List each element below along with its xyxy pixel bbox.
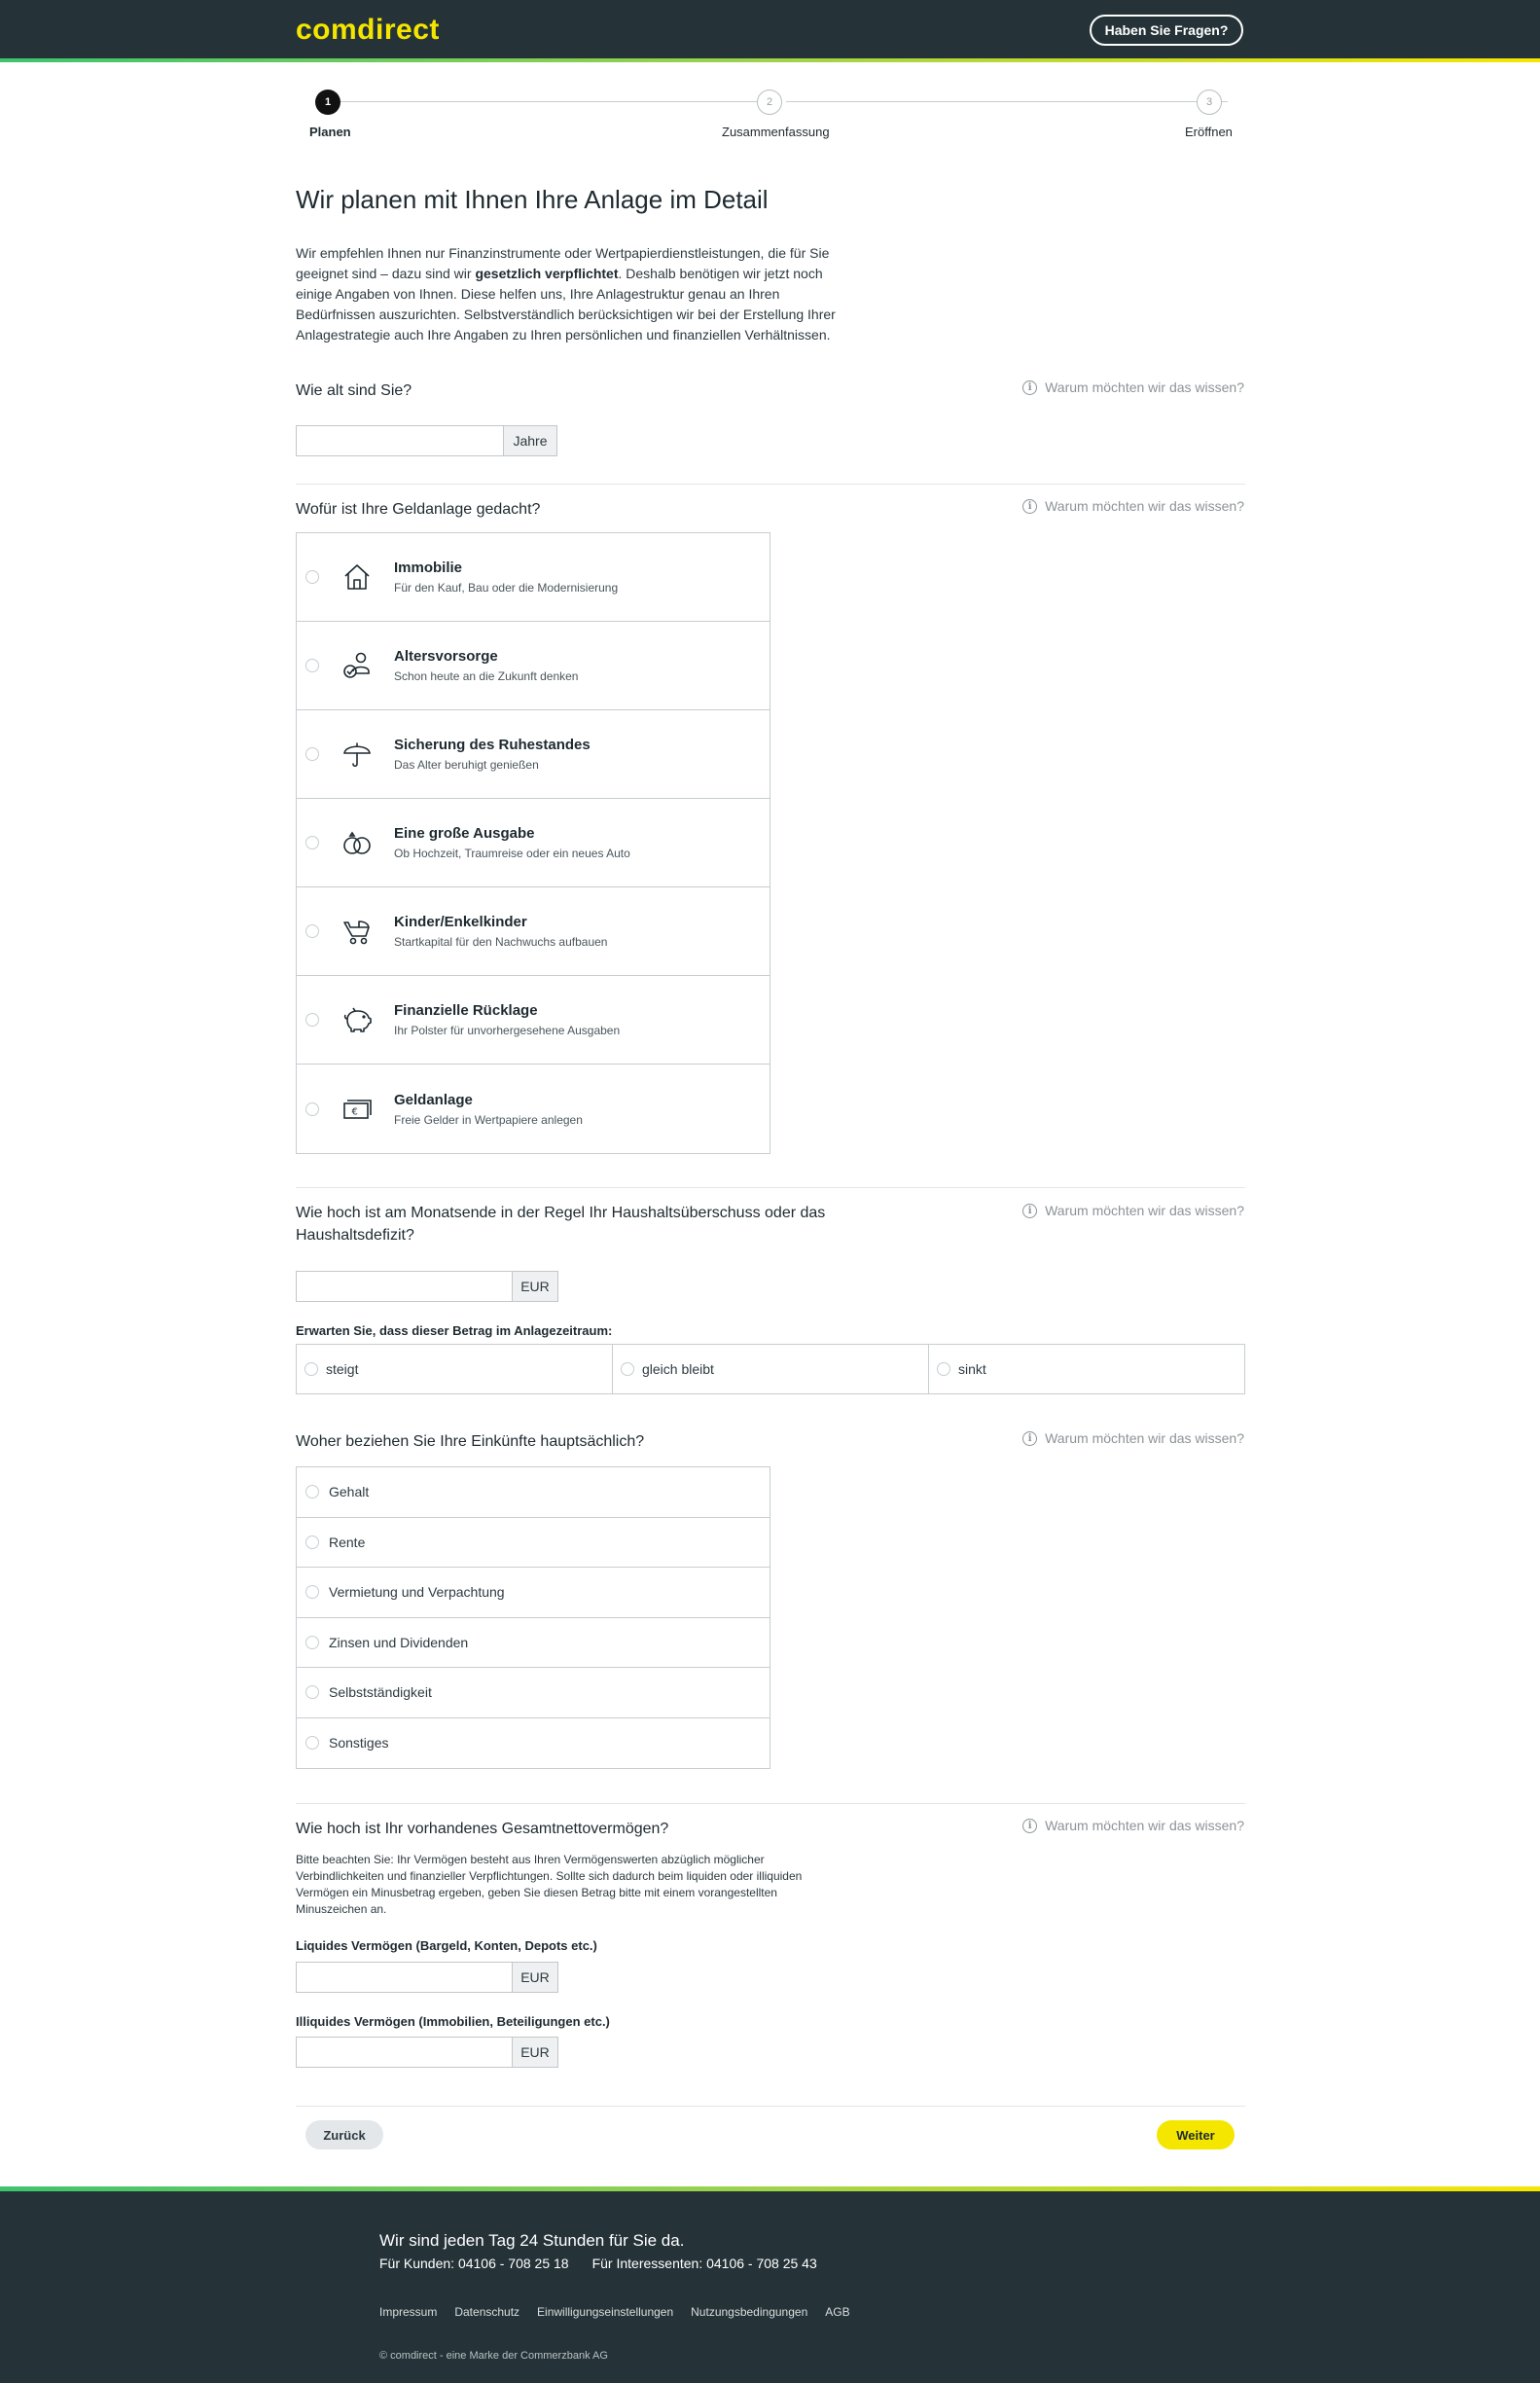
income-option-rente[interactable]	[297, 1518, 770, 1569]
why-link-surplus[interactable]	[1022, 1203, 1244, 1218]
radio-button[interactable]	[305, 1585, 319, 1599]
illiquid-assets-label: Illiquides Vermögen (Immobilien, Beteiligungen etc.)	[296, 2014, 610, 2029]
income-option-label: Zinsen und Dividenden	[329, 1634, 469, 1650]
liquid-assets-input[interactable]	[296, 1962, 512, 1993]
surplus-unit: EUR	[512, 1271, 558, 1302]
step-2-label: Zusammenfassung	[722, 125, 830, 139]
info-icon: i	[1022, 380, 1037, 395]
rings-icon	[340, 826, 374, 859]
purpose-option-ruecklage[interactable]	[297, 976, 770, 1065]
radio-button[interactable]	[621, 1362, 634, 1376]
income-option-vermietung[interactable]	[297, 1568, 770, 1618]
age-unit: Jahre	[503, 425, 557, 456]
liquid-assets-unit: EUR	[512, 1962, 558, 1993]
income-option-label: Rente	[329, 1534, 366, 1550]
stroller-icon	[340, 915, 374, 948]
radio-button[interactable]	[305, 1535, 319, 1549]
footer-stripe	[0, 2186, 1540, 2191]
divider	[296, 484, 1245, 485]
progress-stepper	[296, 88, 1245, 146]
footer-customer-phone[interactable]: Für Kunden: 04106 - 708 25 18	[379, 2256, 569, 2271]
purpose-option-immobilie[interactable]	[297, 533, 770, 622]
option-title: Kinder/Enkelkinder	[394, 914, 527, 930]
income-question: Woher beziehen Sie Ihre Einkünfte hauptsächlich?	[296, 1433, 645, 1450]
footer-phones	[379, 2256, 817, 2271]
radio-button[interactable]	[305, 570, 319, 584]
why-link-assets[interactable]	[1022, 1818, 1244, 1833]
why-link-label: Warum möchten wir das wissen?	[1045, 1818, 1244, 1833]
radio-button[interactable]	[305, 747, 319, 761]
age-input[interactable]	[296, 425, 503, 456]
radio-button[interactable]	[304, 1362, 318, 1376]
footer-prospect-phone[interactable]: Für Interessenten: 04106 - 708 25 43	[591, 2256, 817, 2271]
age-question: Wie alt sind Sie?	[296, 382, 412, 399]
option-subtitle: Startkapital für den Nachwuchs aufbauen	[394, 935, 608, 949]
radio-button[interactable]	[305, 924, 319, 938]
page-title: Wir planen mit Ihnen Ihre Anlage im Detail	[296, 185, 769, 214]
radio-button[interactable]	[305, 659, 319, 672]
why-link-age[interactable]	[1022, 379, 1244, 395]
top-header	[0, 0, 1540, 62]
trend-option-steigt[interactable]	[297, 1345, 613, 1393]
step-3-circle: 3	[1197, 90, 1222, 115]
radio-button[interactable]	[305, 1485, 319, 1498]
liquid-assets-label: Liquides Vermögen (Bargeld, Konten, Depots etc.)	[296, 1938, 597, 1953]
age-input-group	[296, 425, 557, 456]
option-title: Geldanlage	[394, 1091, 473, 1108]
radio-button[interactable]	[305, 1102, 319, 1116]
income-options	[296, 1466, 770, 1769]
why-link-label: Warum möchten wir das wissen?	[1045, 1203, 1244, 1218]
trend-options	[296, 1344, 1245, 1394]
footer-link-impressum[interactable]: Impressum	[379, 2305, 438, 2319]
option-subtitle: Für den Kauf, Bau oder die Modernisierung	[394, 581, 619, 595]
info-icon: i	[1022, 1204, 1037, 1218]
why-link-income[interactable]	[1022, 1430, 1244, 1446]
option-title: Eine große Ausgabe	[394, 825, 535, 842]
purpose-question: Wofür ist Ihre Geldanlage gedacht?	[296, 501, 541, 518]
person-check-icon	[340, 649, 374, 682]
radio-button[interactable]	[305, 1013, 319, 1027]
step-line-1	[321, 101, 761, 102]
divider	[296, 2106, 1245, 2107]
radio-button[interactable]	[305, 1636, 319, 1649]
trend-option-label: gleich bleibt	[642, 1361, 714, 1377]
income-option-gehalt[interactable]	[297, 1467, 770, 1518]
purpose-option-ruhestand[interactable]	[297, 710, 770, 799]
intro-bold: gesetzlich verpflichtet	[475, 266, 619, 281]
footer-link-datenschutz[interactable]: Datenschutz	[454, 2305, 520, 2319]
liquid-assets-input-group	[296, 1962, 558, 1993]
trend-option-sinkt[interactable]	[929, 1345, 1244, 1393]
footer-link-einwilligung[interactable]: Einwilligungseinstellungen	[537, 2305, 674, 2319]
info-icon: i	[1022, 1819, 1037, 1833]
income-option-selbststaendigkeit[interactable]	[297, 1668, 770, 1718]
radio-button[interactable]	[305, 1736, 319, 1750]
umbrella-icon	[340, 738, 374, 771]
trend-option-label: sinkt	[958, 1361, 986, 1377]
surplus-input[interactable]	[296, 1271, 512, 1302]
help-button[interactable]: Haben Sie Fragen?	[1090, 15, 1243, 46]
why-link-purpose[interactable]	[1022, 498, 1244, 514]
svg-text:€: €	[351, 1106, 358, 1117]
why-link-label: Warum möchten wir das wissen?	[1045, 379, 1244, 395]
option-subtitle: Das Alter beruhigt genießen	[394, 758, 539, 772]
illiquid-assets-input[interactable]	[296, 2037, 512, 2068]
option-subtitle: Ihr Polster für unvorhergesehene Ausgaben	[394, 1024, 621, 1037]
purpose-option-altersvorsorge[interactable]	[297, 622, 770, 710]
header-stripe	[0, 58, 1540, 62]
income-option-label: Gehalt	[329, 1484, 370, 1500]
option-title: Altersvorsorge	[394, 648, 498, 665]
option-subtitle: Freie Gelder in Wertpapiere anlegen	[394, 1112, 583, 1127]
income-option-label: Sonstiges	[329, 1735, 389, 1751]
footer-link-nutzung[interactable]: Nutzungsbedingungen	[691, 2305, 808, 2319]
option-subtitle: Ob Hochzeit, Traumreise oder ein neues Auto	[394, 847, 630, 860]
page-footer	[0, 2186, 1540, 2383]
piggy-bank-icon	[340, 1003, 374, 1036]
trend-option-gleich-bleibt[interactable]	[613, 1345, 929, 1393]
illiquid-assets-unit: EUR	[512, 2037, 558, 2068]
income-option-label: Selbstständigkeit	[329, 1684, 432, 1701]
step-1-circle: 1	[315, 90, 340, 115]
step-line-2	[786, 101, 1228, 102]
intro-after: . Deshalb benötigen wir jetzt noch einige Angaben von Ihnen. Diese helfen uns, Ihre Anlagestruktur genau an Ihren Bedürfnissen auszurichten. Selbstverständlich berücksichtigen wir bei der Erstellung Ihrer Anlagestrategie auch Ihre Angaben zu Ihren persönlichen und finanziellen Verhältnissen.	[296, 266, 836, 343]
step-3-label: Eröffnen	[1185, 125, 1233, 139]
income-option-label: Vermietung und Verpachtung	[329, 1584, 505, 1601]
footer-links	[379, 2305, 850, 2319]
option-title: Immobilie	[394, 560, 463, 576]
illiquid-assets-input-group	[296, 2037, 558, 2068]
assets-question: Wie hoch ist Ihr vorhandenes Gesamtnettovermögen?	[296, 1821, 669, 1837]
purpose-options	[296, 532, 770, 1154]
back-button[interactable]: Zurück	[305, 2120, 383, 2149]
income-option-zinsen[interactable]	[297, 1618, 770, 1669]
house-icon	[340, 560, 374, 594]
purpose-option-kinder[interactable]	[297, 887, 770, 976]
step-2-circle: 2	[757, 90, 782, 115]
surplus-question: Wie hoch ist am Monatsende in der Regel Ihr Haushaltsüberschuss oder das Haushaltsdefizit?	[296, 1205, 826, 1244]
intro-text	[296, 243, 841, 345]
step-1-label: Planen	[309, 125, 351, 139]
option-title: Finanzielle Rücklage	[394, 1002, 538, 1019]
trend-label: Erwarten Sie, dass dieser Betrag im Anlagezeitraum:	[296, 1323, 613, 1338]
assets-note: Bitte beachten Sie: Ihr Vermögen besteht aus Ihren Vermögenswerten abzüglich möglicher Verbindlichkeiten und finanzieller Verpflichtungen. Sollte sich dadurch beim liquiden oder illiquiden Vermögen ein Minusbetrag ergeben, geben Sie diesen Betrag bitte mit einem vorangestellten Minuszeichen an.	[296, 1853, 803, 1916]
info-icon: i	[1022, 1431, 1037, 1446]
intro-before: Wir empfehlen Ihnen nur Finanzinstrumente oder Wertpapierdienstleistungen, die für Sie geeignet sind – dazu sind wir	[296, 245, 830, 281]
next-button[interactable]: Weiter	[1157, 2120, 1235, 2149]
option-subtitle: Schon heute an die Zukunft denken	[394, 669, 579, 683]
surplus-input-group	[296, 1271, 558, 1302]
banknote-icon	[340, 1093, 374, 1126]
info-icon: i	[1022, 499, 1037, 514]
option-title: Sicherung des Ruhestandes	[394, 737, 591, 753]
purpose-option-geldanlage[interactable]	[297, 1065, 770, 1153]
why-link-label: Warum möchten wir das wissen?	[1045, 498, 1244, 514]
footer-link-agb[interactable]: AGB	[825, 2305, 850, 2319]
radio-button[interactable]	[305, 1685, 319, 1699]
divider	[296, 1187, 1245, 1188]
comdirect-logo[interactable]: comdirect	[296, 14, 440, 46]
purpose-option-ausgabe[interactable]	[297, 799, 770, 887]
divider	[296, 1803, 1245, 1804]
why-link-label: Warum möchten wir das wissen?	[1045, 1430, 1244, 1446]
footer-headline: Wir sind jeden Tag 24 Stunden für Sie da.	[379, 2231, 685, 2250]
footer-copyright: © comdirect - eine Marke der Commerzbank AG	[379, 2350, 608, 2362]
radio-button[interactable]	[937, 1362, 950, 1376]
trend-option-label: steigt	[326, 1361, 359, 1377]
income-option-sonstiges[interactable]	[297, 1718, 770, 1769]
radio-button[interactable]	[305, 836, 319, 849]
